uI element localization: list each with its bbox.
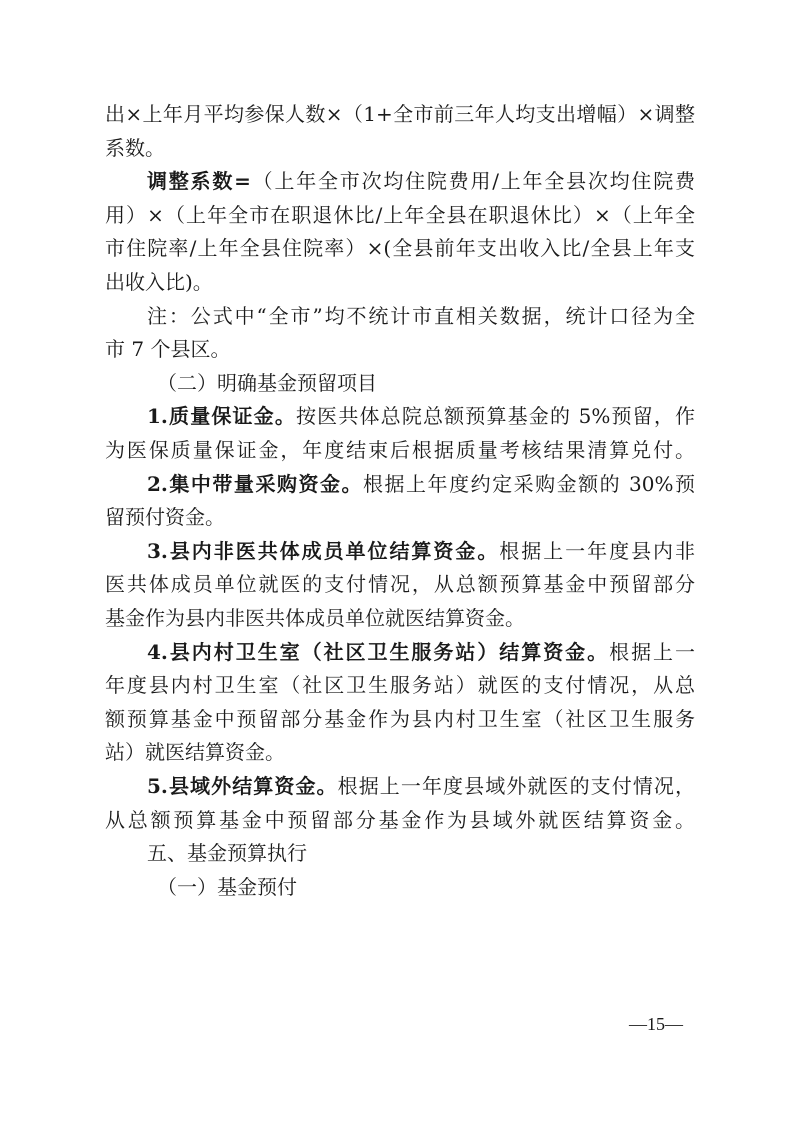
bold-term: 4.县内村卫生室（社区卫生服务站）结算资金。 (147, 640, 610, 664)
text-span: 根据上一 (609, 640, 695, 664)
text-span: 根据上一年度县内非 (499, 539, 695, 563)
text-span: 根据上一年度县域外就医的支付情况， (337, 774, 695, 798)
text-line (147, 772, 695, 800)
text-line: 从总额预算基金中预留部分基金作为县域外就医结算资金。 (105, 808, 695, 832)
text-line: 站）就医结算资金。 (105, 740, 285, 764)
chapter-heading: 五、基金预算执行 (147, 841, 307, 865)
text-line: 额预算基金中预留部分基金作为县内村卫生室（社区卫生服务 (105, 707, 695, 731)
text-line: 用）×（上年全市在职退休比/上年全县在职退休比）×（上年全 (105, 203, 695, 227)
text-line (147, 638, 695, 666)
text-line: 出收入比)。 (105, 270, 213, 294)
bold-term: 1.质量保证金。 (147, 404, 297, 428)
text-line (147, 167, 695, 195)
page-number: —15— (629, 1014, 683, 1034)
text-line: 出×上年月平均参保人数×（1+全市前三年人均支出增幅）×调整 (105, 102, 695, 126)
text-line: 基金作为县内非医共体成员单位就医结算资金。 (105, 606, 525, 630)
text-line (147, 470, 695, 498)
bold-term: 2.集中带量采购资金。 (147, 472, 364, 496)
text-line: 医共体成员单位就医的支付情况，从总额预算基金中预留部分 (105, 572, 695, 596)
text-line: 年度县内村卫生室（社区卫生服务站）就医的支付情况，从总 (105, 673, 695, 697)
text-line (147, 402, 695, 430)
bold-term: 5.县域外结算资金。 (147, 774, 338, 798)
section-heading: （一）基金预付 (157, 875, 297, 899)
section-heading: （二）明确基金预留项目 (157, 371, 377, 395)
text-span: 根据上年度约定采购金额的 30%预 (363, 472, 695, 496)
text-line: 为医保质量保证金，年度结束后根据质量考核结果清算兑付。 (105, 438, 695, 462)
text-span: 按医共体总院总额预算基金的 5%预留，作 (296, 404, 695, 428)
text-line (147, 537, 695, 565)
text-span: （上年全市次均住院费用/上年全县次均住院费 (250, 169, 695, 193)
bold-term: 3.县内非医共体成员单位结算资金。 (147, 539, 500, 563)
bold-term: 调整系数= (147, 169, 251, 193)
text-line: 注：公式中“全市”均不统计市直相关数据，统计口径为全 (147, 304, 695, 328)
text-line: 市住院率/上年全县住院率）×(全县前年支出收入比/全县上年支 (105, 236, 695, 260)
text-line: 系数。 (105, 136, 165, 160)
text-line: 市 7 个县区。 (105, 337, 231, 361)
text-line: 留预付资金。 (105, 505, 225, 529)
